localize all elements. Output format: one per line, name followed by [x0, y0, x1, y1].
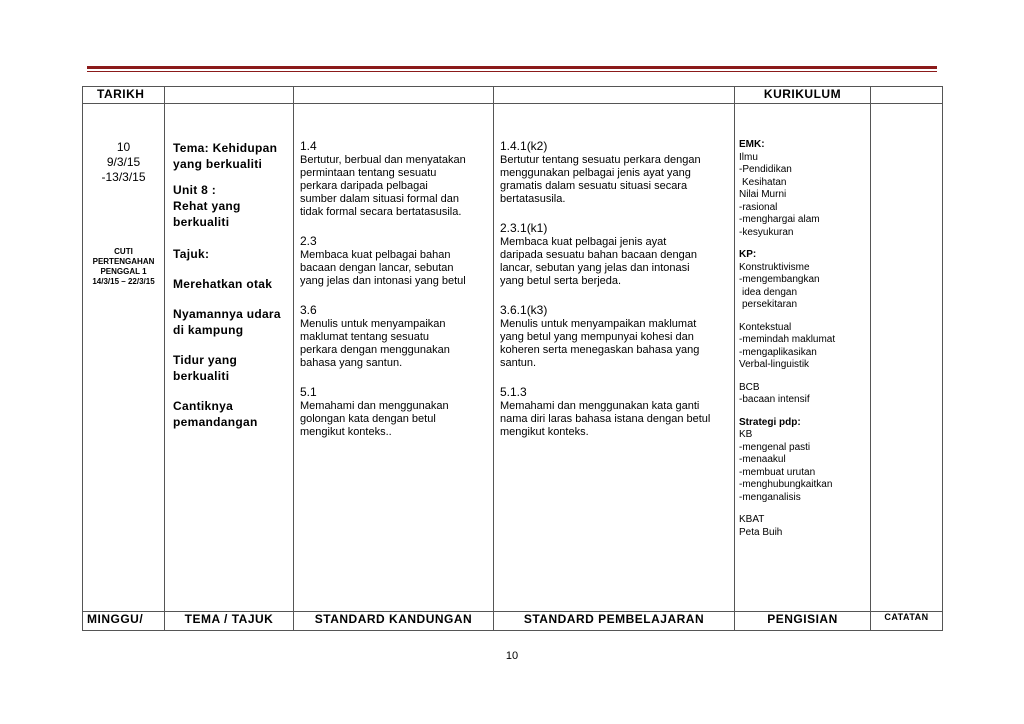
sp-code: 5.1.3	[500, 385, 527, 399]
header-row	[83, 87, 943, 104]
cuti-line: CUTI	[114, 247, 133, 256]
cuti-line: PERTENGAHAN	[92, 257, 155, 266]
emk-item: -rasional	[739, 201, 778, 213]
emk-item: -Pendidikan	[739, 164, 792, 175]
sk-block	[300, 139, 487, 219]
header-cell-3	[294, 87, 494, 104]
footer-minggu: MINGGU/	[83, 612, 165, 631]
sp-line: lancar, sebutan yang jelas dan intonasi	[500, 262, 690, 274]
kontekstual-item: -memindah maklumat	[739, 334, 836, 345]
kbat-item: KBAT	[739, 514, 765, 525]
kp-item: persekitaran	[742, 299, 798, 310]
emk-title: EMK:	[739, 139, 765, 150]
tajuk-item: berkualiti	[173, 369, 230, 383]
sk-code: 3.6	[300, 303, 317, 317]
sp-code: 1.4.1(k2)	[500, 139, 548, 153]
footer-tema-tajuk: TEMA / TAJUK	[165, 612, 294, 631]
tajuk-item: di kampung	[173, 323, 244, 337]
tema-line: yang berkualiti	[173, 157, 263, 171]
footer-catatan: CATATAN	[871, 612, 943, 631]
strategi-item: -menghubungkaitkan	[739, 479, 833, 490]
footer-standard-kandungan: STANDARD KANDUNGAN	[294, 612, 494, 631]
sp-line: Bertutur tentang sesuatu perkara dengan	[500, 154, 701, 166]
tajuk-item: Cantiknya	[173, 399, 234, 413]
sp-line: santun.	[500, 357, 537, 369]
emk-item: -menghargai alam	[739, 214, 820, 225]
emk-item: Nilai Murni	[739, 189, 787, 200]
sp-block	[500, 221, 728, 288]
tajuk-item: Merehatkan otak	[173, 277, 273, 291]
header-tarikh: TARIKH	[83, 87, 165, 104]
sp-code: 2.3.1(k1)	[500, 221, 548, 235]
sk-line: Bertutur, berbual dan menyatakan	[300, 154, 466, 166]
kp-item: -mengembangkan	[739, 274, 820, 285]
cuti-dates: 14/3/15 – 22/3/15	[92, 277, 155, 286]
kp-title: KP:	[739, 249, 757, 260]
strategi-item: -mengenal pasti	[739, 441, 811, 453]
catatan-cell	[871, 104, 943, 612]
sk-line: mengikut konteks..	[300, 426, 392, 438]
sp-line: nama diri laras bahasa istana dengan betul	[500, 413, 711, 425]
week-date-start: 9/3/15	[106, 155, 141, 169]
header-kurikulum: KURIKULUM	[735, 87, 871, 104]
sk-block	[300, 234, 487, 288]
rpt-table	[82, 86, 943, 631]
footer-pengisian: PENGISIAN	[735, 612, 871, 631]
sp-line: bertatasusila.	[500, 193, 566, 205]
strategi-title: Strategi pdp:	[739, 416, 801, 428]
page-number: 10	[505, 650, 519, 662]
footer-row	[83, 612, 943, 631]
strategi-item: -menaakul	[739, 454, 786, 465]
strategi-item: -menganalisis	[739, 491, 801, 503]
sk-line: golongan kata dengan betul	[300, 413, 436, 425]
tema-line: Tema: Kehidupan	[173, 141, 278, 155]
unit-line: Rehat yang	[173, 199, 241, 213]
kontekstual-item: Verbal-linguistik	[739, 359, 810, 370]
emk-item: -kesyukuran	[739, 226, 794, 238]
sk-code: 5.1	[300, 385, 317, 399]
sp-line: yang betul yang mempunyai kohesi dan	[500, 331, 694, 343]
sp-block	[500, 303, 728, 370]
sk-line: perkara dengan menggunakan	[300, 344, 450, 356]
sk-code: 2.3	[300, 234, 317, 248]
tajuk-item: Tidur yang	[173, 353, 238, 367]
week-cell	[83, 104, 165, 612]
sk-line: bahasa yang santun.	[300, 357, 403, 369]
sp-line: koheren serta menegaskan bahasa yang	[500, 344, 700, 356]
sk-line: maklumat tentang sesuatu	[300, 331, 430, 343]
sk-code: 1.4	[300, 139, 317, 153]
kontekstual-item: Kontekstual	[739, 321, 792, 333]
header-cell-4	[494, 87, 735, 104]
pengisian-cell	[735, 104, 871, 612]
sk-line: sumber dalam situasi formal dan	[300, 193, 459, 205]
standard-kandungan-cell	[294, 104, 494, 612]
sp-line: menggunakan pelbagai jenis ayat yang	[500, 167, 691, 179]
sp-line: Menulis untuk menyampaikan maklumat	[500, 318, 697, 330]
kbat-item: Peta Buih	[739, 526, 783, 538]
sk-line: Menulis untuk menyampaikan	[300, 318, 446, 330]
cuti-note	[83, 247, 164, 287]
emk-item: Kesihatan	[742, 176, 787, 188]
sk-block	[300, 303, 487, 370]
footer-standard-pembelajaran: STANDARD PEMBELAJARAN	[494, 612, 735, 631]
sp-block	[500, 139, 728, 206]
kp-item: Konstruktivisme	[739, 261, 810, 273]
week-date-end: -13/3/15	[101, 170, 146, 184]
tajuk-item: Nyamannya udara	[173, 307, 281, 321]
header-cell-2	[165, 87, 294, 104]
header-rule-thick	[87, 66, 937, 69]
sk-line: yang jelas dan intonasi yang betul	[300, 275, 466, 287]
content-row	[83, 104, 943, 612]
sp-line: daripada sesuatu bahan bacaan dengan	[500, 249, 697, 261]
week-number: 10	[116, 140, 131, 154]
tajuk-item: pemandangan	[173, 415, 258, 429]
unit-line: berkualiti	[173, 215, 230, 229]
header-rule-thin	[87, 71, 937, 72]
sk-line: Membaca kuat pelbagai bahan	[300, 249, 451, 261]
kp-item: idea dengan	[742, 286, 798, 298]
sp-line: yang betul serta berjeda.	[500, 275, 622, 287]
emk-item: Ilmu	[739, 151, 758, 163]
sp-line: Membaca kuat pelbagai jenis ayat	[500, 236, 667, 248]
sp-line: mengikut konteks.	[500, 426, 589, 438]
sk-block	[300, 385, 487, 439]
strategi-item: -membuat urutan	[739, 466, 816, 478]
sk-line: tidak formal secara bertatasusila.	[300, 206, 462, 218]
bcb-item: -bacaan intensif	[739, 394, 810, 405]
cuti-line: PENGGAL 1	[100, 267, 147, 276]
sp-line: Memahami dan menggunakan kata ganti	[500, 400, 700, 412]
tajuk-label: Tajuk:	[173, 247, 210, 261]
sk-line: perkara daripada pelbagai	[300, 180, 428, 192]
sp-block	[500, 385, 728, 439]
sk-line: permintaan tentang sesuatu	[300, 167, 437, 179]
sk-line: bacaan dengan lancar, sebutan	[300, 262, 454, 274]
kontekstual-item: -mengaplikasikan	[739, 346, 817, 358]
standard-pembelajaran-cell	[494, 104, 735, 612]
sp-line: gramatis dalam sesuatu situasi secara	[500, 180, 688, 192]
sk-line: Memahami dan menggunakan	[300, 400, 449, 412]
unit-line: Unit 8 :	[173, 183, 217, 197]
sp-code: 3.6.1(k3)	[500, 303, 548, 317]
bcb-item: BCB	[739, 381, 760, 393]
tema-cell	[165, 104, 294, 612]
strategi-item: KB	[739, 429, 753, 440]
header-cell-6	[871, 87, 943, 104]
